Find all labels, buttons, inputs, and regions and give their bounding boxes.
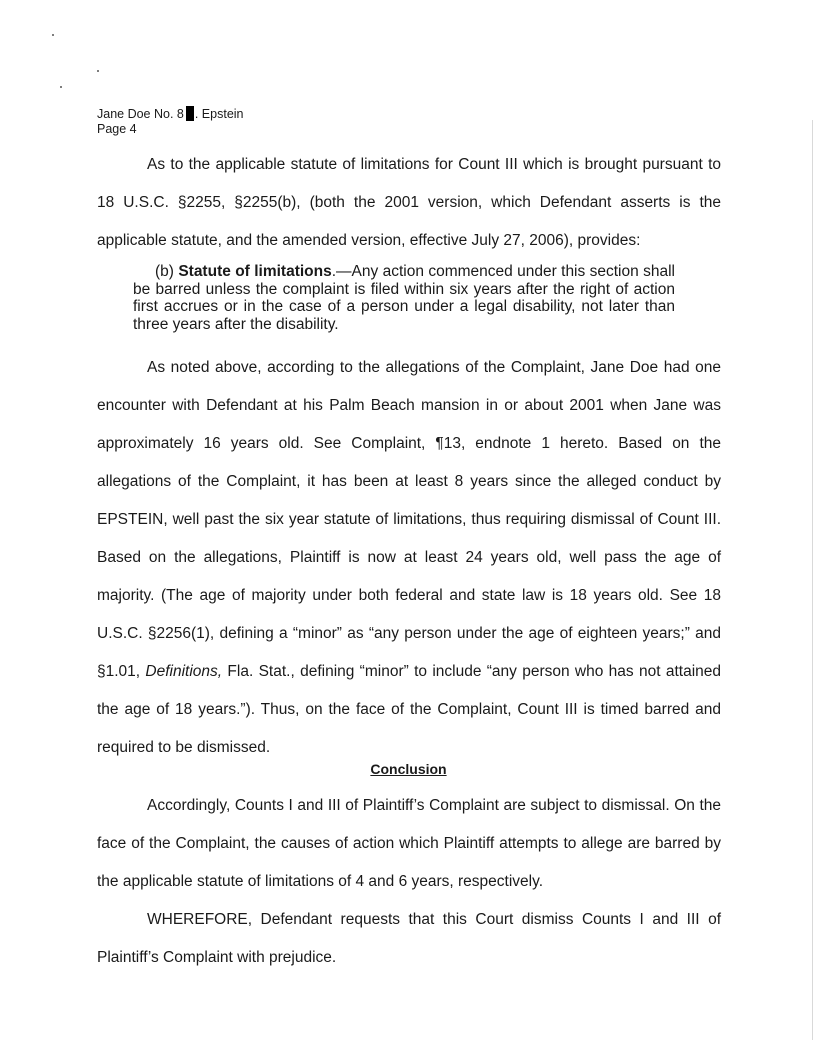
paragraph-wherefore: WHEREFORE, Defendant requests that this Court dismiss Counts I and III of Plaintiff’s Complaint with prejudice. [97,911,721,966]
redaction-block [186,106,194,121]
page-number: Page 4 [97,122,137,136]
paragraph-statute-intro: As to the applicable statute of limitations for Count III which is brought pursuant to 18 U.S.C. §2255, §2255(b), (both the 2001 version, which Defendant asserts is the applicable statute, and the amended version, effective July 27, 2006), provides: [97,156,721,249]
case-caption: Jane Doe No. 8 . Epstein [97,107,244,121]
paragraph-conclusion: Accordingly, Counts I and III of Plaintiff’s Complaint are subject to dismissal. On the face of the Complaint, the causes of action which Plaintiff attempts to allege are barred by the applicable statute of limitations of 4 and 6 years, respectively. [97,797,721,890]
statute-heading: Statute of limitations [178,263,332,280]
paragraph-allegations: As noted above, according to the allegations of the Complaint, Jane Doe had one encounter with Defendant at his Palm Beach mansion in or about 2001 when Jane was approximately 16 years old. See Complaint, ¶13, endnote 1 hereto. Based on the allegations of the Complaint, it has been at least 8 years since the alleged conduct by EPSTEIN, well past the six year statute of limitations, thus requiring dismissal of Count III. Based on the allegations, Plaintiff is now at least 24 years old, well pass the age of majority. (The age of majority under both federal and state law is 18 years old. See 18 U.S.C. §2256(1), defining a “minor” as “any person under the age of eighteen years;” and §1.01, Definitions, Fla. Stat., defining “minor” to include “any person who has not attained the age of 18 years.”). Thus, on the face of the Complaint, Count III is timed barred and required to be dismissed. [97,359,722,756]
scan-speck [52,34,54,36]
conclusion-heading: Conclusion [370,761,447,777]
page-header [97,106,244,137]
scan-speck [97,70,99,72]
block-quote-statute: (b) Statute of limitations.—Any action commenced under this section shall be barred unless the complaint is filed within six years after the right of action first accrues or in the case of a person under a legal disability, not later than three years after the disability. [133,263,675,333]
scan-speck [60,86,62,88]
scan-edge-line [812,120,813,1040]
